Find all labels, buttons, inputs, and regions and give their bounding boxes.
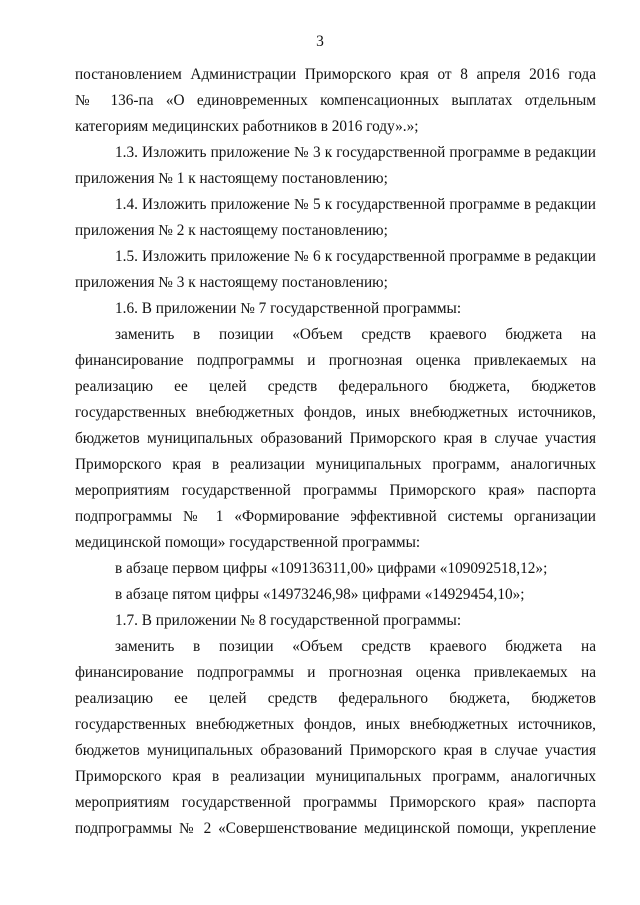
text-line: заменить в позиции «Объем средств краевого бюджета на — [115, 638, 596, 655]
text-line: реализацию ее целей средств федерального бюджета, бюджетов — [75, 378, 596, 395]
paragraph-p7 — [75, 582, 596, 608]
text-line: 1.6. В приложении № 7 государственной программы: — [115, 300, 462, 317]
text-line: 1.7. В приложении № 8 государственной программы: — [115, 612, 462, 629]
text-line: приложения № 2 к настоящему постановлению; — [75, 222, 388, 239]
text-line: государственных внебюджетных фондов, иных внебюджетных источников, — [75, 404, 596, 421]
paragraph-p2 — [75, 192, 596, 244]
text-line: № 136-па «О единовременных компенсационных выплатах отдельным — [75, 92, 596, 109]
text-line: заменить в позиции «Объем средств краевого бюджета на — [115, 326, 596, 343]
paragraph-p1 — [75, 140, 596, 192]
text-line: подпрограммы № 1 «Формирование эффективной системы организации — [75, 508, 596, 525]
text-line: государственных внебюджетных фондов, иных внебюджетных источников, — [75, 716, 596, 733]
paragraph-p5 — [75, 322, 596, 556]
paragraph-p8 — [75, 608, 596, 634]
paragraph-p4 — [75, 296, 596, 322]
text-line: финансирование подпрограммы и прогнозная оценка привлекаемых на — [75, 664, 596, 681]
text-line: бюджетов муниципальных образований Приморского края в случае участия — [75, 430, 596, 447]
paragraph-p0 — [75, 62, 596, 140]
text-line: 1.5. Изложить приложение № 6 к государственной программе в редакции — [115, 248, 596, 265]
text-line: в абзаце первом цифры «109136311,00» цифрами «109092518,12»; — [115, 560, 548, 577]
text-line: в абзаце пятом цифры «14973246,98» цифрами «14929454,10»; — [115, 586, 525, 603]
text-line: бюджетов муниципальных образований Приморского края в случае участия — [75, 742, 596, 759]
text-line: приложения № 3 к настоящему постановлению; — [75, 274, 388, 291]
text-line: подпрограммы № 2 «Совершенствование медицинской помощи, укрепление — [75, 820, 596, 837]
text-line: медицинской помощи» государственной программы: — [75, 534, 421, 551]
text-line: мероприятиям государственной программы Приморского края» паспорта — [75, 482, 596, 499]
text-line: постановлением Администрации Приморского края от 8 апреля 2016 года — [75, 66, 596, 83]
text-line: реализацию ее целей средств федерального бюджета, бюджетов — [75, 690, 596, 707]
text-line: приложения № 1 к настоящему постановлению; — [75, 170, 388, 187]
paragraph-p9 — [75, 634, 596, 842]
text-line: финансирование подпрограммы и прогнозная оценка привлекаемых на — [75, 352, 596, 369]
paragraph-p3 — [75, 244, 596, 296]
text-line: категориям медицинских работников в 2016 году».»; — [75, 118, 419, 135]
text-line: Приморского края в реализации муниципальных программ, аналогичных — [75, 768, 596, 785]
paragraph-p6 — [75, 556, 596, 582]
text-line: Приморского края в реализации муниципальных программ, аналогичных — [75, 456, 596, 473]
text-line: мероприятиям государственной программы Приморского края» паспорта — [75, 794, 596, 811]
page-number: 3 — [316, 33, 324, 50]
text-line: 1.4. Изложить приложение № 5 к государственной программе в редакции — [115, 196, 596, 213]
text-line: 1.3. Изложить приложение № 3 к государственной программе в редакции — [115, 144, 596, 161]
document-body — [75, 62, 596, 842]
